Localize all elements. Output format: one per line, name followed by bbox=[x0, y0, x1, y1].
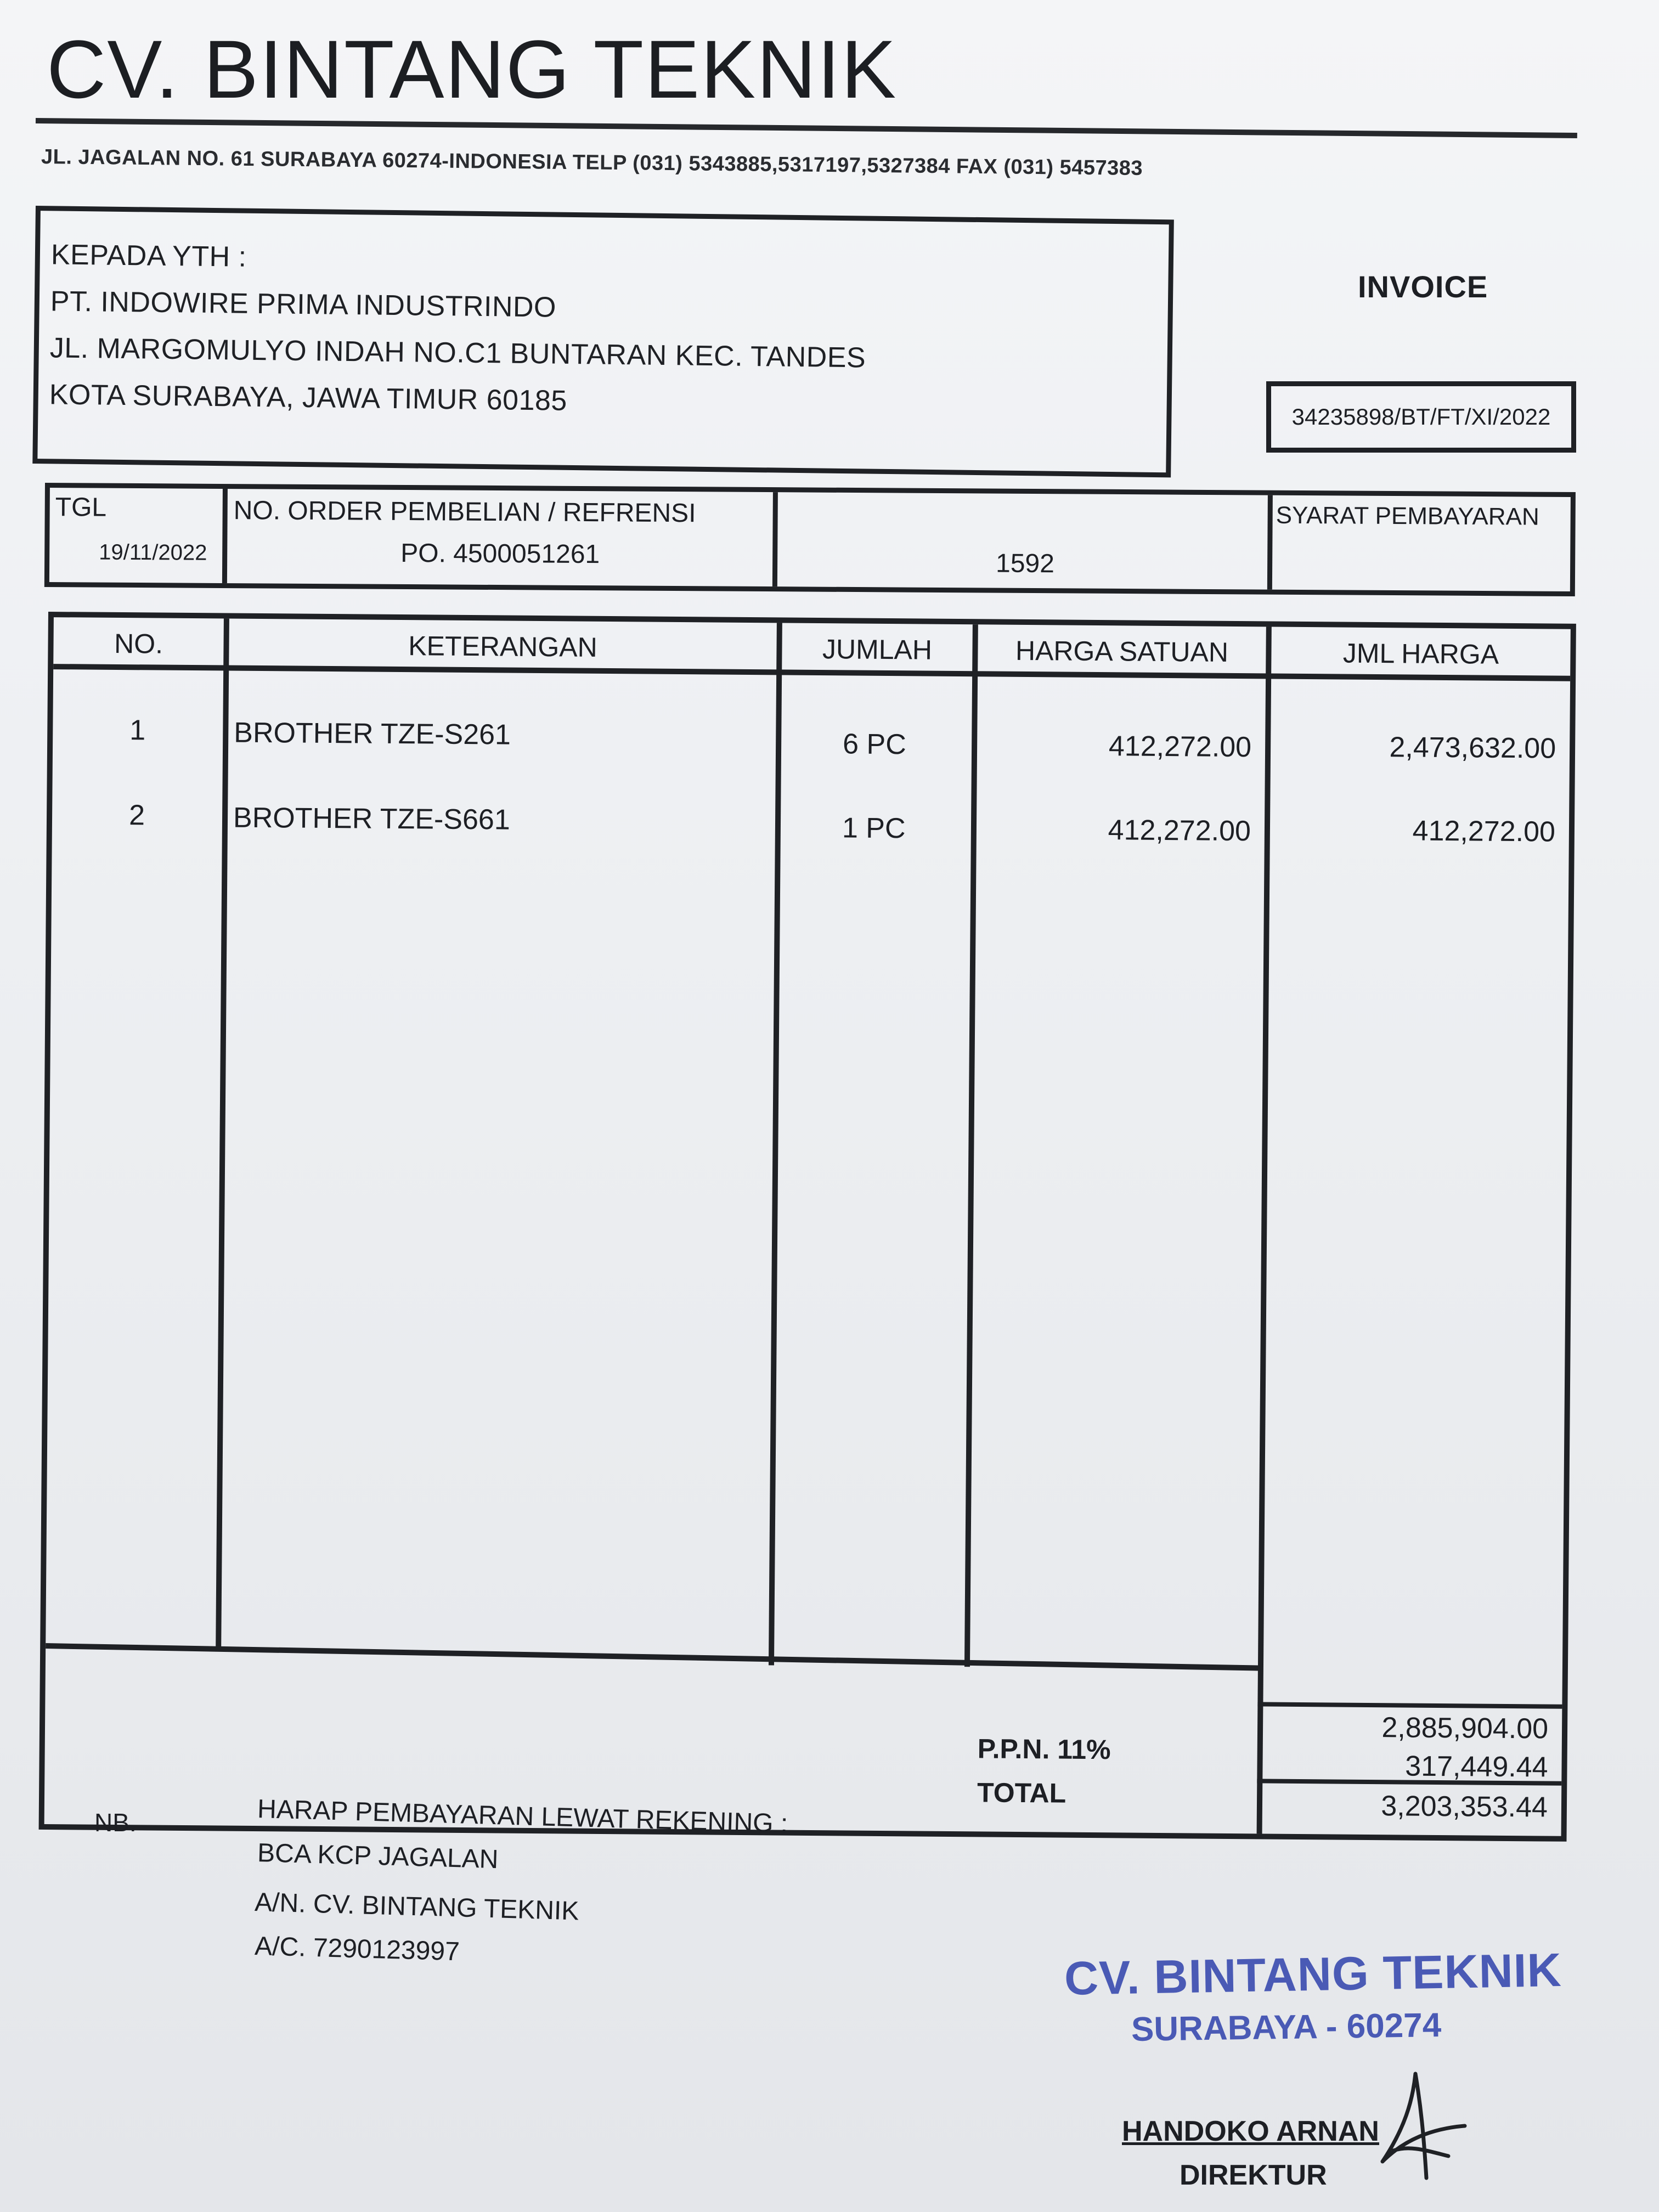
payment-instruction: HARAP PEMBAYARAN LEWAT REKENING : bbox=[257, 1794, 788, 1838]
table-footer-rule bbox=[46, 1643, 1261, 1671]
date-label: TGL bbox=[55, 493, 107, 522]
header-description: KETERANGAN bbox=[408, 630, 597, 663]
po-label: NO. ORDER PEMBELIAN / REFRENSI bbox=[233, 496, 696, 528]
total-value: 3,203,353.44 bbox=[1381, 1790, 1548, 1824]
recipient-address-2: KOTA SURABAYA, JAWA TIMUR 60185 bbox=[49, 379, 568, 417]
col-divider-qty bbox=[964, 624, 978, 1667]
subtotal-rule bbox=[1257, 1702, 1562, 1708]
payment-terms-label: SYARAT PEMBAYARAN bbox=[1276, 501, 1539, 531]
header-divider bbox=[36, 118, 1577, 138]
header-unit-price: HARGA SATUAN bbox=[1015, 635, 1229, 668]
company-name: CV. BINTANG TEKNIK bbox=[47, 23, 898, 115]
header-amount: JML HARGA bbox=[1342, 637, 1499, 670]
bank-name: BCA KCP JAGALAN bbox=[257, 1838, 499, 1875]
recipient-label: KEPADA YTH : bbox=[50, 239, 247, 273]
invoice-label: INVOICE bbox=[1358, 269, 1488, 304]
recipient-address-1: JL. MARGOMULYO INDAH NO.C1 BUNTARAN KEC. TANDES bbox=[49, 332, 866, 374]
info-divider-1 bbox=[222, 489, 228, 583]
account-holder: A/N. CV. BINTANG TEKNIK bbox=[254, 1887, 580, 1926]
company-address: JL. JAGALAN NO. 61 SURABAYA 60274-INDONESIA TELP (031) 5343885,5317197,5327384 FAX (031) 5457383 bbox=[41, 145, 1143, 180]
header-no: NO. bbox=[114, 628, 163, 659]
signatory-title: DIREKTUR bbox=[1180, 2159, 1327, 2191]
recipient-box bbox=[32, 206, 1174, 477]
subtotal-value: 2,885,904.00 bbox=[1381, 1712, 1549, 1745]
invoice-number-box bbox=[1266, 381, 1576, 453]
row-2-description: BROTHER TZE-S661 bbox=[233, 802, 510, 836]
row-2-amount: 412,272.00 bbox=[1412, 815, 1556, 848]
ppn-label: P.P.N. 11% bbox=[977, 1733, 1111, 1765]
row-2-unit-price: 412,272.00 bbox=[1108, 814, 1251, 848]
reference-number: 1592 bbox=[995, 549, 1055, 579]
info-divider-2 bbox=[772, 492, 778, 586]
items-table bbox=[39, 612, 1576, 1842]
recipient-name: PT. INDOWIRE PRIMA INDUSTRINDO bbox=[50, 285, 557, 324]
row-2-qty: 1 PC bbox=[842, 812, 906, 845]
col-divider-no bbox=[216, 619, 229, 1647]
signatory-name: HANDOKO ARNAN bbox=[1122, 2115, 1379, 2147]
date-value: 19/11/2022 bbox=[99, 540, 207, 565]
row-2-no: 2 bbox=[128, 799, 145, 832]
row-1-amount: 2,473,632.00 bbox=[1389, 731, 1556, 765]
header-qty: JUMLAH bbox=[822, 634, 933, 665]
row-1-no: 1 bbox=[129, 714, 146, 747]
row-1-unit-price: 412,272.00 bbox=[1108, 730, 1252, 764]
po-value: PO. 4500051261 bbox=[400, 538, 600, 569]
col-divider-price bbox=[1257, 627, 1272, 1833]
total-label: TOTAL bbox=[977, 1777, 1066, 1809]
ppn-value: 317,449.44 bbox=[1405, 1750, 1548, 1784]
nb-label: NB. bbox=[94, 1808, 137, 1837]
account-number: A/C. 7290123997 bbox=[254, 1931, 460, 1967]
stamp-city: SURABAYA - 60274 bbox=[1131, 2006, 1442, 2049]
info-divider-3 bbox=[1267, 495, 1273, 590]
stamp-company: CV. BINTANG TEKNIK bbox=[1064, 1944, 1562, 2005]
row-1-description: BROTHER TZE-S261 bbox=[234, 716, 511, 751]
col-divider-desc bbox=[769, 623, 782, 1665]
row-1-qty: 6 PC bbox=[842, 728, 906, 761]
order-info-box bbox=[44, 483, 1576, 596]
invoice-number: 34235898/BT/FT/XI/2022 bbox=[1291, 404, 1551, 430]
